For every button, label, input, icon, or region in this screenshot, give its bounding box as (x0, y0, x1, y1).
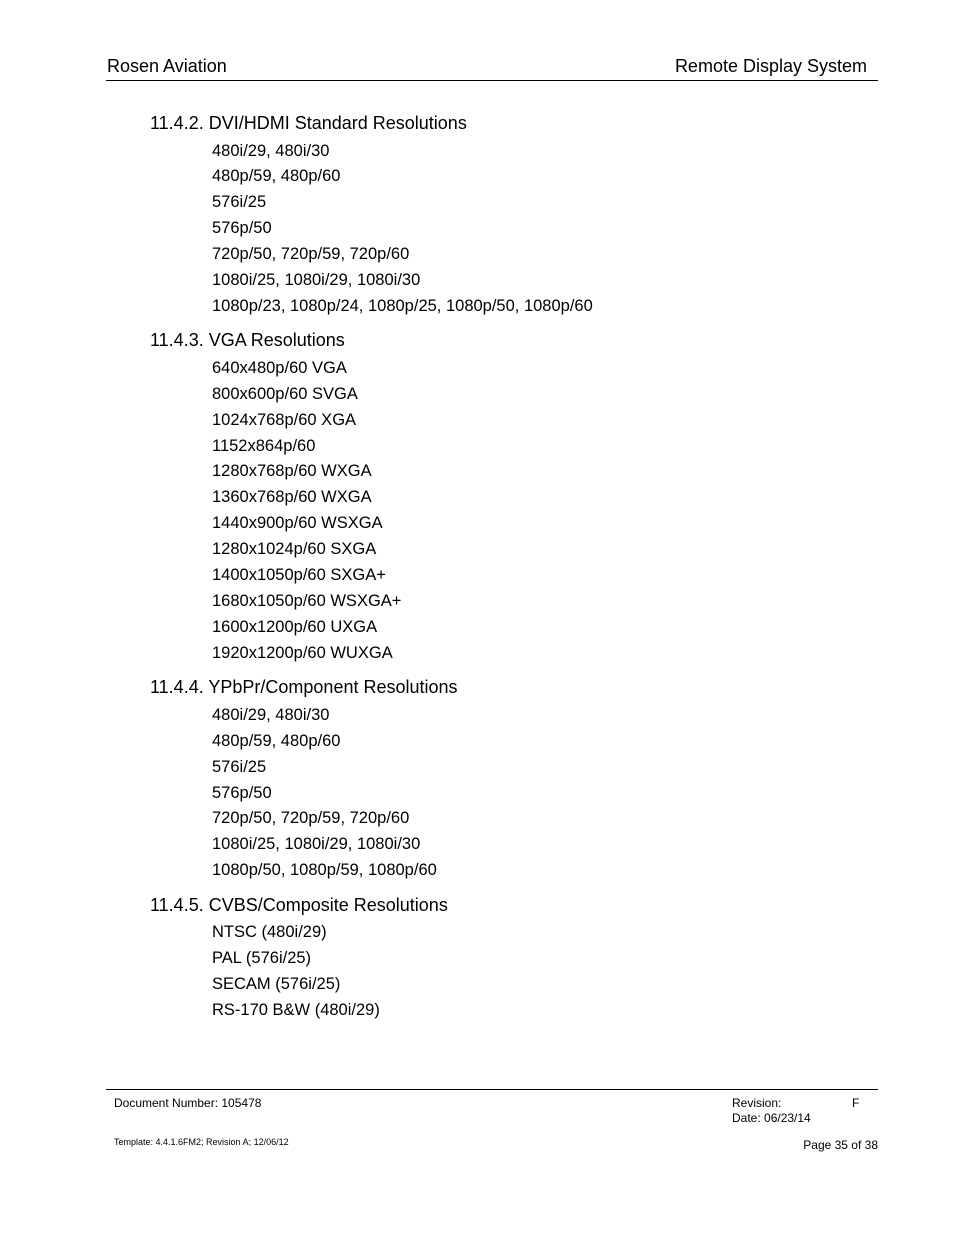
list-item: PAL (576i/25) (212, 949, 312, 967)
list-item: NTSC (480i/29) (212, 923, 327, 941)
list-item: 720p/50, 720p/59, 720p/60 (212, 245, 410, 263)
list-item: 1280x768p/60 WXGA (212, 462, 372, 480)
list-item: 480i/29, 480i/30 (212, 142, 330, 160)
list-item: 1920x1200p/60 WUXGA (212, 644, 393, 662)
list-item: 1080p/50, 1080p/59, 1080p/60 (212, 861, 437, 879)
list-item: 480i/29, 480i/30 (212, 706, 330, 724)
company-name: Rosen Aviation (107, 56, 227, 76)
list-item: 640x480p/60 VGA (212, 359, 347, 377)
page-footer (106, 1089, 878, 1170)
list-item: 1600x1200p/60 UXGA (212, 618, 378, 636)
list-item: SECAM (576i/25) (212, 975, 341, 993)
section-heading-cvbs-composite: 11.4.5. CVBS/Composite Resolutions (150, 895, 448, 915)
document-number: Document Number: 105478 (114, 1096, 262, 1110)
document-title: Remote Display System (674, 56, 867, 76)
list-item: 1080i/25, 1080i/29, 1080i/30 (212, 271, 421, 289)
list-item: 576p/50 (212, 784, 272, 802)
section-heading-vga: 11.4.3. VGA Resolutions (150, 330, 345, 350)
page-number: Page 35 of 38 (803, 1138, 878, 1152)
list-item: 576i/25 (212, 193, 267, 211)
revision-label: Revision: (732, 1096, 782, 1110)
page-header (106, 56, 878, 81)
list-item: 720p/50, 720p/59, 720p/60 (212, 809, 410, 827)
list-item: 1080i/25, 1080i/29, 1080i/30 (212, 835, 421, 853)
list-item: 1440x900p/60 WSXGA (212, 514, 383, 532)
list-item: RS-170 B&W (480i/29) (212, 1001, 380, 1019)
section-heading-ypbpr-component: 11.4.4. YPbPr/Component Resolutions (150, 677, 458, 697)
list-item: 1360x768p/60 WXGA (212, 488, 372, 506)
list-item: 576p/50 (212, 219, 272, 237)
list-item: 1024x768p/60 XGA (212, 411, 357, 429)
template-info: Template: 4.4.1.6FM2; Revision A; 12/06/12 (114, 1137, 289, 1147)
revision-date: Date: 06/23/14 (732, 1111, 811, 1125)
list-item: 576i/25 (212, 758, 267, 776)
list-item: 480p/59, 480p/60 (212, 732, 341, 750)
list-item: 1080p/23, 1080p/24, 1080p/25, 1080p/50, 1080p/60 (212, 297, 593, 315)
list-item: 1680x1050p/60 WSXGA+ (212, 592, 402, 610)
list-item: 800x600p/60 SVGA (212, 385, 358, 403)
list-item: 1400x1050p/60 SXGA+ (212, 566, 386, 584)
list-item: 480p/59, 480p/60 (212, 167, 341, 185)
list-item: 1280x1024p/60 SXGA (212, 540, 377, 558)
revision-value: F (852, 1096, 860, 1110)
section-heading-dvi-hdmi: 11.4.2. DVI/HDMI Standard Resolutions (150, 113, 467, 133)
list-item: 1152x864p/60 (212, 437, 316, 455)
